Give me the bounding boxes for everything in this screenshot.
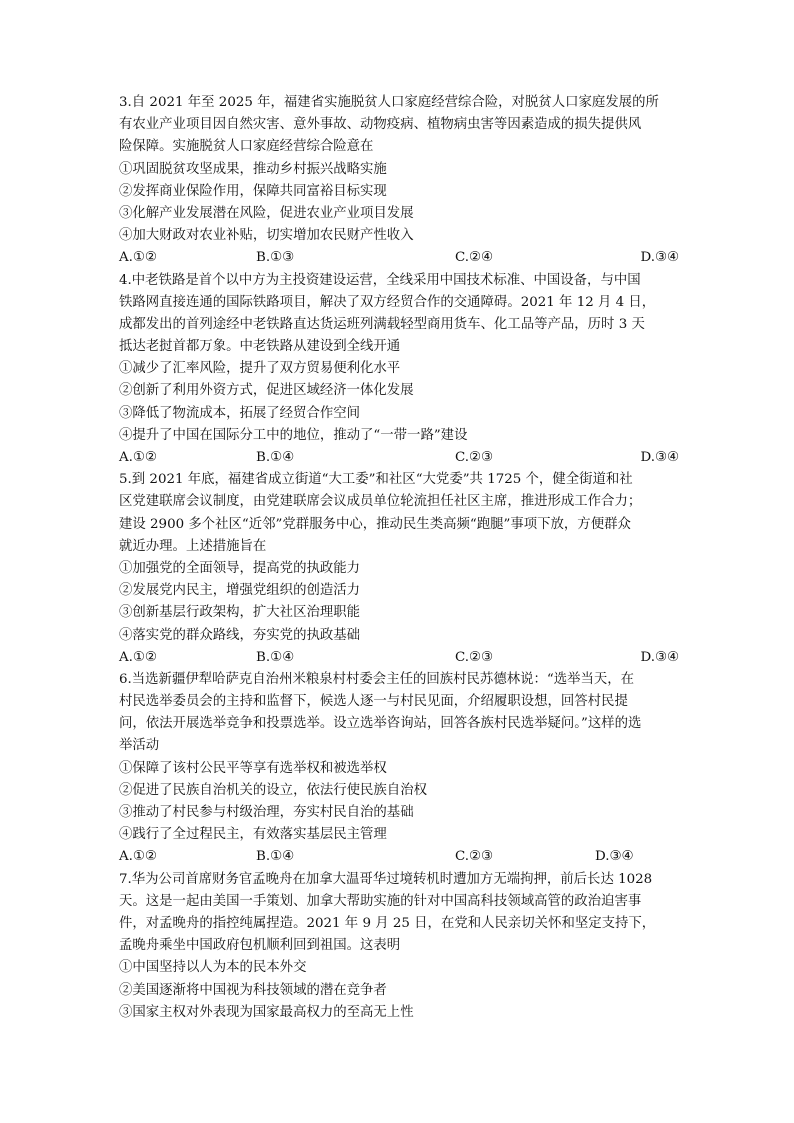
statement-item: ③化解产业发展潜在风险，促进农业产业项目发展	[119, 205, 414, 221]
statement-item: ③创新基层行政架构，扩大社区治理职能	[119, 605, 361, 621]
question-stem-line: 建设 2900 多个社区“近邻”党群服务中心，推动民生类高频“跑腿”事项下放，方便群众	[119, 516, 631, 532]
question-stem-line: 问，依法开展选举竞争和投票选举。设立选举咨询站，回答各族村民选举疑问。”这样的选	[119, 716, 642, 732]
question-5	[119, 469, 679, 669]
question-stem-line: 6.当选新疆伊犁哈萨克自治州米粮泉村村委会主任的回族村民苏德林说：“选举当天，在	[119, 671, 635, 687]
question-stem-line: 险保障。实施脱贫人口家庭经营综合险意在	[119, 139, 374, 155]
statement-item: ②发挥商业保险作用，保障共同富裕目标实现	[119, 183, 387, 199]
option-b: B.①④	[256, 649, 295, 665]
statement-item: ①巩固脱贫攻坚成果，推动乡村振兴战略实施	[119, 161, 387, 177]
question-stem-line: 孟晚舟乘坐中国政府包机顺利回到祖国。这表明	[119, 938, 401, 954]
question-6	[119, 669, 679, 869]
question-stem-line: 村民选举委员会的主持和监督下，候选人逐一与村民见面，介绍履职设想，回答村民提	[119, 694, 628, 710]
option-c: C.②③	[455, 849, 494, 865]
option-c: C.②③	[455, 450, 494, 465]
option-c: C.②③	[455, 649, 494, 665]
question-stem-line: 天。这是一起由美国一手策划、加拿大帮助实施的针对中国高科技领域高管的政治迫害事	[119, 893, 642, 909]
question-4	[119, 270, 679, 470]
answer-options	[119, 647, 679, 669]
option-d: D.③④	[640, 649, 679, 665]
statement-item: ②美国逐渐将中国视为科技领域的潜在竞争者	[119, 982, 387, 998]
statement-item: ①减少了汇率风险，提升了双方贸易便利化水平	[119, 361, 401, 377]
option-d: D.③④	[640, 250, 679, 266]
question-stem-line: 7.华为公司首席财务官孟晚舟在加拿大温哥华过境转机时遭加方无端拘押，前后长达 1028	[119, 871, 653, 887]
statement-item: ③国家主权对外表现为国家最高权力的至高无上性	[119, 1004, 414, 1020]
option-a: A.①②	[119, 649, 157, 665]
statement-item: ④落实党的群众路线，夯实党的执政基础	[119, 627, 361, 643]
option-b: B.①③	[256, 250, 295, 266]
statement-item: ①中国坚持以人为本的民本外交	[119, 960, 307, 976]
statement-item: ③推动了村民参与村级治理，夯实村民自治的基础	[119, 805, 414, 820]
answer-options	[119, 846, 679, 868]
statement-item: ①保障了该村公民平等享有选举权和被选举权	[119, 760, 387, 776]
question-stem-line: 成都发出的首列途经中老铁路直达货运班列满载轻型商用货车、化工品等产品，历时 3 天	[119, 316, 645, 332]
question-stem-line: 4.中老铁路是首个以中方为主投资建设运营，全线采用中国技术标准、中国设备，与中国	[119, 272, 641, 288]
option-d: D.③④	[640, 450, 679, 465]
option-a: A.①②	[119, 450, 157, 465]
question-stem-line: 件，对孟晚舟的指控纯属捏造。2021 年 9 月 25 日，在党和人民亲切关怀和坚定支持下，	[119, 915, 656, 931]
question-stem-line: 有农业产业项目因自然灾害、意外事故、动物疫病、植物病虫害等因素造成的损失提供风	[119, 117, 642, 133]
question-stem-line: 铁路网直接连通的国际铁路项目，解决了双方经贸合作的交通障碍。2021 年 12 月 4 日，	[119, 294, 656, 310]
statement-item: ②促进了民族自治机关的设立，依法行使民族自治权	[119, 782, 427, 798]
statement-item: ④加大财政对农业补贴，切实增加农民财产性收入	[119, 228, 414, 244]
question-stem-line: 抵达老挝首都万象。中老铁路从建设到全线开通	[119, 339, 401, 355]
option-c: C.②④	[455, 250, 494, 266]
option-a: A.①②	[119, 849, 157, 865]
question-stem-line: 3.自 2021 年至 2025 年，福建省实施脱贫人口家庭经营综合险，对脱贫人口家庭发展的所	[119, 95, 659, 110]
question-3	[119, 92, 679, 270]
statement-item: ②发展党内民主，增强党组织的创造活力	[119, 583, 361, 599]
answer-options	[119, 447, 679, 469]
statement-item: ①加强党的全面领导，提高党的执政能力	[119, 560, 361, 576]
statement-item: ②创新了利用外资方式，促进区域经济一体化发展	[119, 383, 414, 399]
question-7	[119, 869, 679, 1024]
question-stem-line: 举活动	[119, 738, 160, 754]
exam-page	[119, 92, 679, 1024]
answer-options	[119, 247, 679, 269]
question-stem-line: 就近办理。上述措施旨在	[119, 538, 267, 554]
statement-item: ④提升了中国在国际分工中的地位，推动了“一带一路”建设	[119, 427, 468, 443]
question-stem-line: 区党建联席会议制度，由党建联席会议成员单位轮流担任社区主席，推进形成工作合力；	[119, 494, 642, 510]
statement-item: ③降低了物流成本，拓展了经贸合作空间	[119, 405, 361, 421]
option-b: B.①④	[256, 450, 295, 465]
option-a: A.①②	[119, 250, 157, 266]
option-b: B.①④	[256, 849, 295, 865]
statement-item: ④践行了全过程民主，有效落实基层民主管理	[119, 827, 387, 843]
option-d: D.③④	[595, 849, 634, 865]
question-stem-line: 5.到 2021 年底，福建省成立街道“大工委”和社区“大党委”共 1725 个，健全街道和社	[119, 472, 633, 488]
